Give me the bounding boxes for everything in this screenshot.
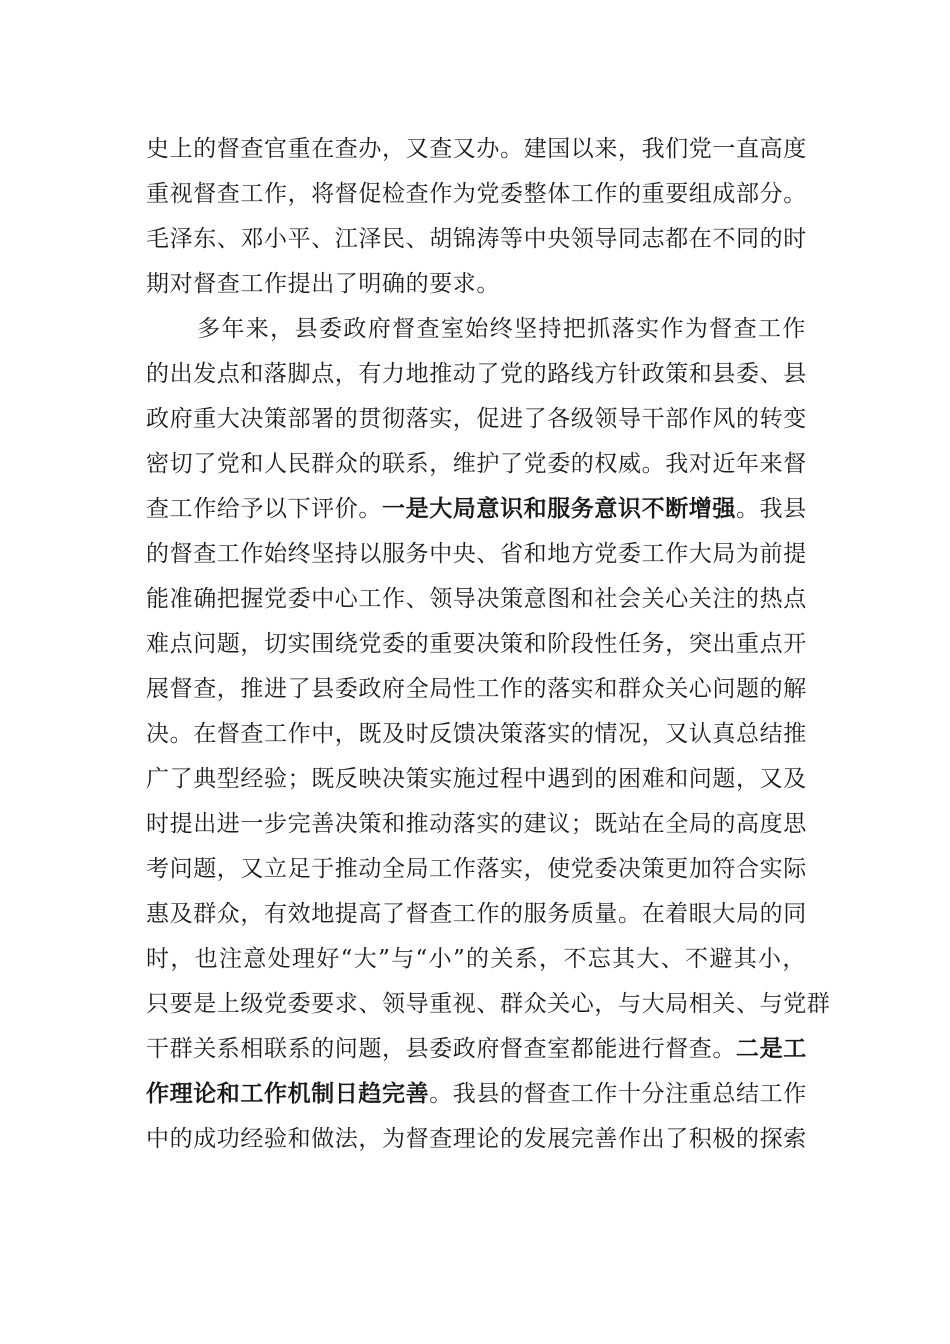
text-line-23 [146, 1119, 806, 1159]
text-line-6 [146, 354, 806, 394]
text-segment: 广了典型经验；既反映决策实施过程中遇到的困难和问题，又及 [146, 766, 807, 792]
text-line-4 [146, 264, 806, 304]
text-segment: 时提出进一步完善决策和推动落实的建议；既站在全局的高度思 [146, 811, 807, 837]
text-line-18 [146, 894, 806, 934]
bold-heading-segment: 一是大局意识和服务意识不断增强 [382, 496, 736, 522]
text-segment: 政府重大决策部署的贯彻落实，促进了各级领导干部作风的转变 [146, 406, 807, 432]
text-segment: 。我县的督查工作十分注重总结工作 [429, 1081, 807, 1107]
text-line-12 [146, 624, 806, 664]
text-line-21 [146, 1029, 806, 1069]
text-line-11 [146, 579, 806, 619]
text-segment: 决。在督查工作中，既及时反馈决策落实的情况，又认真总结推 [146, 721, 807, 747]
text-line-5 [197, 309, 806, 349]
text-segment: 多年来，县委政府督查室始终坚持把抓落实作为督查工作 [197, 316, 806, 342]
text-line-22 [146, 1074, 806, 1114]
text-segment: 中的成功经验和做法，为督查理论的发展完善作出了积极的探索 [146, 1126, 807, 1152]
text-segment: 。我县 [736, 496, 807, 522]
text-line-15 [146, 759, 806, 799]
text-segment: 时，也注意处理好“大”与“小”的关系，不忘其大、不避其小， [146, 946, 806, 972]
text-segment: 查工作给予以下评价。 [146, 496, 382, 522]
text-segment: 的出发点和落脚点，有力地推动了党的路线方针政策和县委、县 [146, 361, 807, 387]
text-segment: 考问题，又立足于推动全局工作落实，使党委决策更加符合实际 [146, 856, 807, 882]
text-line-8 [146, 444, 806, 484]
text-segment: 密切了党和人民群众的联系，维护了党委的权威。我对近年来督 [146, 451, 807, 477]
bold-heading-segment: 二是工 [736, 1036, 807, 1062]
text-line-3 [146, 219, 806, 259]
text-segment: 只要是上级党委要求、领导重视、群众关心，与大局相关、与党群 [146, 991, 831, 1017]
text-segment: 能准确把握党委中心工作、领导决策意图和社会关心关注的热点 [146, 586, 807, 612]
text-segment: 干群关系相联系的问题，县委政府督查室都能进行督查。 [146, 1036, 736, 1062]
text-line-7 [146, 399, 806, 439]
text-segment: 重视督查工作，将督促检查作为党委整体工作的重要组成部分。 [146, 181, 807, 207]
text-segment: 难点问题，切实围绕党委的重要决策和阶段性任务，突出重点开 [146, 631, 807, 657]
text-segment: 惠及群众，有效地提高了督查工作的服务质量。在着眼大局的同 [146, 901, 807, 927]
text-line-10 [146, 534, 806, 574]
text-segment: 史上的督查官重在查办，又查又办。建国以来，我们党一直高度 [146, 136, 807, 162]
text-segment: 的督查工作始终坚持以服务中央、省和地方党委工作大局为前提 [146, 541, 807, 567]
text-line-13 [146, 669, 806, 709]
text-segment: 展督查，推进了县委政府全局性工作的落实和群众关心问题的解 [146, 676, 807, 702]
text-line-9 [146, 489, 806, 529]
text-segment: 毛泽东、邓小平、江泽民、胡锦涛等中央领导同志都在不同的时 [146, 226, 807, 252]
bold-heading-segment: 作理论和工作机制日趋完善 [146, 1081, 430, 1107]
text-line-20 [146, 984, 831, 1024]
text-line-19 [146, 939, 806, 979]
text-segment: 期对督查工作提出了明确的要求。 [146, 271, 500, 297]
text-line-17 [146, 849, 806, 889]
text-line-2 [146, 174, 806, 214]
text-line-14 [146, 714, 806, 754]
text-line-1 [146, 129, 806, 169]
text-line-16 [146, 804, 806, 844]
